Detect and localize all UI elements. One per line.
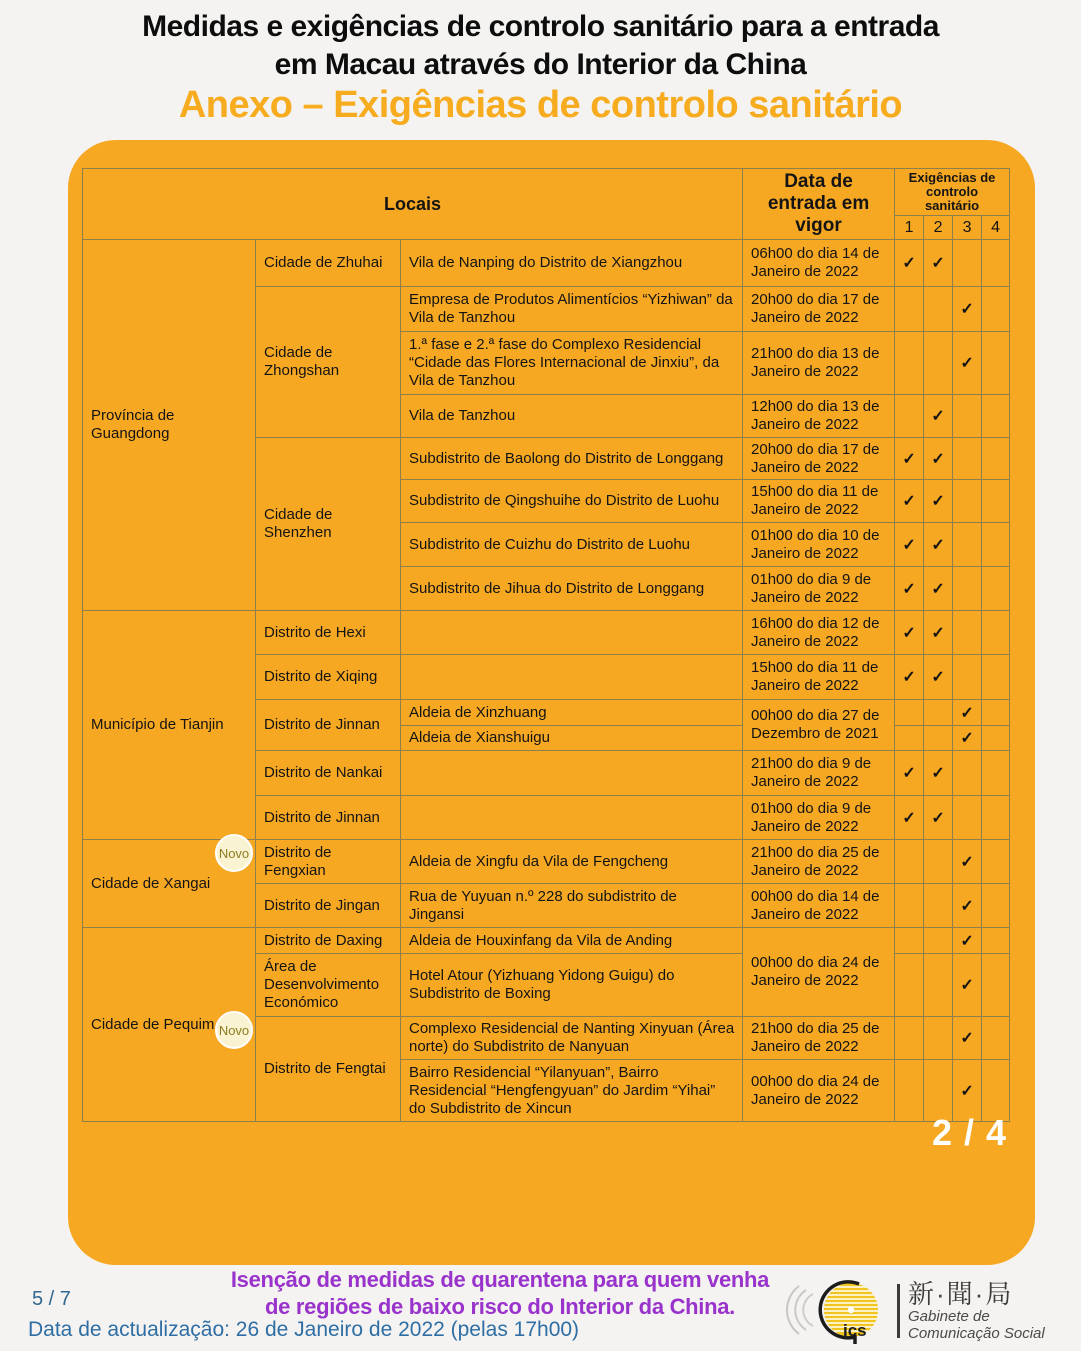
table-header-row xyxy=(83,169,1010,216)
date-cell: 15h00 do dia 11 de Janeiro de 2022 xyxy=(743,480,895,523)
logo-divider xyxy=(897,1284,900,1338)
req2-check xyxy=(924,726,953,751)
req1-check xyxy=(895,928,924,954)
location-cell xyxy=(401,655,743,700)
location-cell: Subdistrito de Qingshuihe do Distrito de Luohu xyxy=(401,480,743,523)
table-row xyxy=(83,611,1010,655)
date-cell: 01h00 do dia 9 de Janeiro de 2022 xyxy=(743,796,895,840)
req1-check: ✓ xyxy=(895,523,924,567)
req4-check xyxy=(982,796,1010,840)
orange-panel xyxy=(68,140,1035,1265)
date-cell: 01h00 do dia 9 de Janeiro de 2022 xyxy=(743,567,895,611)
novo-badge: Novo xyxy=(215,1011,253,1049)
req2-check: ✓ xyxy=(924,751,953,796)
location-cell: Rua de Yuyuan n.º 228 do subdistrito de Jingansi xyxy=(401,884,743,928)
req4-check xyxy=(982,751,1010,796)
req3-check: ✓ xyxy=(953,287,982,332)
req3-check: ✓ xyxy=(953,700,982,726)
req4-check xyxy=(982,884,1010,928)
req1-check: ✓ xyxy=(895,796,924,840)
date-cell: 00h00 do dia 24 de Janeiro de 2022 xyxy=(743,928,895,1017)
req4-check xyxy=(982,480,1010,523)
novo-badge: Novo xyxy=(215,834,253,872)
req3-check: ✓ xyxy=(953,928,982,954)
gcs-logo-icon xyxy=(785,1274,897,1348)
table-body xyxy=(83,240,1010,1122)
req3-check: ✓ xyxy=(953,954,982,1017)
req3-check: ✓ xyxy=(953,884,982,928)
req4-check xyxy=(982,523,1010,567)
exemption-note-line1: Isenção de medidas de quarentena para quem venha xyxy=(230,1267,770,1292)
date-cell: 00h00 do dia 24 de Janeiro de 2022 xyxy=(743,1060,895,1122)
req2-check: ✓ xyxy=(924,438,953,480)
location-cell: Subdistrito de Baolong do Distrito de Longgang xyxy=(401,438,743,480)
req1-check xyxy=(895,332,924,395)
table-row xyxy=(83,240,1010,287)
req2-check: ✓ xyxy=(924,395,953,438)
logo-text xyxy=(908,1280,1045,1342)
req1-check xyxy=(895,1017,924,1060)
req4-check xyxy=(982,395,1010,438)
page-header xyxy=(0,8,1081,126)
req1-check xyxy=(895,954,924,1017)
req3-check: ✓ xyxy=(953,840,982,884)
location-cell: Hotel Atour (Yizhuang Yidong Guigu) do Subdistrito de Boxing xyxy=(401,954,743,1017)
req3-check xyxy=(953,655,982,700)
annex-subtitle: Anexo – Exigências de controlo sanitário xyxy=(178,84,903,126)
city-cell: Área de Desenvolvimento Económico xyxy=(256,954,401,1017)
date-cell: 00h00 do dia 14 de Janeiro de 2022 xyxy=(743,884,895,928)
req2-check xyxy=(924,884,953,928)
req2-check: ✓ xyxy=(924,655,953,700)
city-cell: Distrito de Jingan xyxy=(256,884,401,928)
req4-check xyxy=(982,332,1010,395)
location-cell xyxy=(401,611,743,655)
req4-check xyxy=(982,611,1010,655)
req-col-1: 1 xyxy=(895,216,924,240)
col-header-requirements: Exigências de controlo sanitário xyxy=(895,169,1010,216)
req1-check xyxy=(895,840,924,884)
footer-page-number: 5 / 7 xyxy=(32,1288,71,1310)
req3-check xyxy=(953,567,982,611)
date-cell: 00h00 do dia 27 de Dezembro de 2021 xyxy=(743,700,895,751)
svg-text:ics: ics xyxy=(843,1321,867,1340)
req4-check xyxy=(982,840,1010,884)
req3-check xyxy=(953,523,982,567)
req2-check: ✓ xyxy=(924,523,953,567)
req2-check xyxy=(924,954,953,1017)
req3-check: ✓ xyxy=(953,332,982,395)
city-cell: Distrito de Jinnan xyxy=(256,796,401,840)
city-cell: Cidade de Zhongshan xyxy=(256,287,401,438)
province-cell: Cidade de Xangai xyxy=(83,840,256,928)
province-cell: Cidade de Pequim xyxy=(83,928,256,1122)
req1-check xyxy=(895,395,924,438)
location-cell: Bairro Residencial “Yilanyuan”, Bairro Residencial “Hengfengyuan” do Jardim “Yihai” do Subdistrito de Xincun xyxy=(401,1060,743,1122)
date-cell: 15h00 do dia 11 de Janeiro de 2022 xyxy=(743,655,895,700)
logo-org-line1: Gabinete de xyxy=(908,1308,990,1325)
col-header-entry-date: Data de entrada em vigor xyxy=(743,169,895,240)
req1-check: ✓ xyxy=(895,438,924,480)
location-cell: Empresa de Produtos Alimentícios “Yizhiwan” da Vila de Tanzhou xyxy=(401,287,743,332)
date-cell: 16h00 do dia 12 de Janeiro de 2022 xyxy=(743,611,895,655)
logo-org-line2: Comunicação Social xyxy=(908,1325,1045,1342)
province-cell: Município de Tianjin xyxy=(83,611,256,840)
col-header-locais: Locais xyxy=(83,169,743,240)
update-date: Data de actualização: 26 de Janeiro de 2022 (pelas 17h00) xyxy=(28,1318,580,1341)
panel-page-number: 2 / 4 xyxy=(931,1112,1007,1153)
date-cell: 12h00 do dia 13 de Janeiro de 2022 xyxy=(743,395,895,438)
location-cell: Vila de Tanzhou xyxy=(401,395,743,438)
city-cell: Distrito de Fengxian xyxy=(256,840,401,884)
date-cell: 21h00 do dia 25 de Janeiro de 2022 xyxy=(743,840,895,884)
req1-check xyxy=(895,700,924,726)
page-title-line2: em Macau através do Interior da China xyxy=(274,48,807,81)
city-cell: Distrito de Daxing xyxy=(256,928,401,954)
date-cell: 20h00 do dia 17 de Janeiro de 2022 xyxy=(743,438,895,480)
req3-check xyxy=(953,395,982,438)
req2-check xyxy=(924,928,953,954)
req2-check: ✓ xyxy=(924,240,953,287)
req4-check xyxy=(982,240,1010,287)
location-cell: Aldeia de Xingfu da Vila de Fengcheng xyxy=(401,840,743,884)
req3-check xyxy=(953,751,982,796)
req3-check: ✓ xyxy=(953,1017,982,1060)
req2-check xyxy=(924,700,953,726)
req4-check xyxy=(982,700,1010,726)
sanitary-requirements-table xyxy=(82,168,1010,1122)
city-cell: Distrito de Nankai xyxy=(256,751,401,796)
location-cell: Aldeia de Xianshuigu xyxy=(401,726,743,751)
req1-check xyxy=(895,884,924,928)
req1-check: ✓ xyxy=(895,611,924,655)
location-cell: Vila de Nanping do Distrito de Xiangzhou xyxy=(401,240,743,287)
req3-check xyxy=(953,438,982,480)
city-cell: Distrito de Fengtai xyxy=(256,1017,401,1122)
exemption-note-line2: de regiões de baixo risco do Interior da China. xyxy=(264,1294,735,1319)
req1-check: ✓ xyxy=(895,480,924,523)
location-cell: Complexo Residencial de Nanting Xinyuan (Área norte) do Subdistrito de Nanyuan xyxy=(401,1017,743,1060)
gcs-logo xyxy=(785,1274,1073,1348)
req4-check xyxy=(982,655,1010,700)
date-cell: 21h00 do dia 13 de Janeiro de 2022 xyxy=(743,332,895,395)
location-cell: Subdistrito de Jihua do Distrito de Longgang xyxy=(401,567,743,611)
req4-check xyxy=(982,1017,1010,1060)
req4-check xyxy=(982,954,1010,1017)
city-cell: Distrito de Jinnan xyxy=(256,700,401,751)
req-col-4: 4 xyxy=(982,216,1010,240)
city-cell: Cidade de Shenzhen xyxy=(256,438,401,611)
req2-check: ✓ xyxy=(924,796,953,840)
city-cell: Distrito de Xiqing xyxy=(256,655,401,700)
req3-check xyxy=(953,611,982,655)
location-cell: Aldeia de Xinzhuang xyxy=(401,700,743,726)
date-cell: 06h00 do dia 14 de Janeiro de 2022 xyxy=(743,240,895,287)
req2-check: ✓ xyxy=(924,480,953,523)
req1-check: ✓ xyxy=(895,240,924,287)
req1-check xyxy=(895,287,924,332)
req1-check: ✓ xyxy=(895,655,924,700)
req1-check xyxy=(895,1060,924,1122)
req3-check xyxy=(953,480,982,523)
req2-check xyxy=(924,332,953,395)
req-col-3: 3 xyxy=(953,216,982,240)
req3-check: ✓ xyxy=(953,1060,982,1122)
logo-chinese-name: 新·聞·局 xyxy=(908,1279,1014,1309)
req2-check: ✓ xyxy=(924,567,953,611)
date-cell: 01h00 do dia 10 de Janeiro de 2022 xyxy=(743,523,895,567)
req2-check xyxy=(924,840,953,884)
exemption-note xyxy=(150,1266,850,1320)
req2-check xyxy=(924,287,953,332)
province-cell: Província de Guangdong xyxy=(83,240,256,611)
page-title-line1: Medidas e exigências de controlo sanitário para a entrada xyxy=(142,10,939,43)
req2-check: ✓ xyxy=(924,611,953,655)
req3-check xyxy=(953,796,982,840)
req3-check: ✓ xyxy=(953,726,982,751)
city-cell: Distrito de Hexi xyxy=(256,611,401,655)
location-cell xyxy=(401,796,743,840)
req4-check xyxy=(982,567,1010,611)
city-cell: Cidade de Zhuhai xyxy=(256,240,401,287)
req3-check xyxy=(953,240,982,287)
req4-check xyxy=(982,438,1010,480)
date-cell: 21h00 do dia 9 de Janeiro de 2022 xyxy=(743,751,895,796)
req1-check xyxy=(895,726,924,751)
location-cell: Aldeia de Houxinfang da Vila de Anding xyxy=(401,928,743,954)
date-cell: 21h00 do dia 25 de Janeiro de 2022 xyxy=(743,1017,895,1060)
table-row xyxy=(83,928,1010,954)
location-cell xyxy=(401,751,743,796)
location-cell: 1.ª fase e 2.ª fase do Complexo Residencial “Cidade das Flores Internacional de Jinxiu”, da Vila de Tanzhou xyxy=(401,332,743,395)
table-header xyxy=(83,169,1010,240)
req4-check xyxy=(982,287,1010,332)
req4-check xyxy=(982,928,1010,954)
req1-check: ✓ xyxy=(895,567,924,611)
location-cell: Subdistrito de Cuizhu do Distrito de Luohu xyxy=(401,523,743,567)
date-cell: 20h00 do dia 17 de Janeiro de 2022 xyxy=(743,287,895,332)
req4-check xyxy=(982,726,1010,751)
req2-check xyxy=(924,1017,953,1060)
req-col-2: 2 xyxy=(924,216,953,240)
req1-check: ✓ xyxy=(895,751,924,796)
